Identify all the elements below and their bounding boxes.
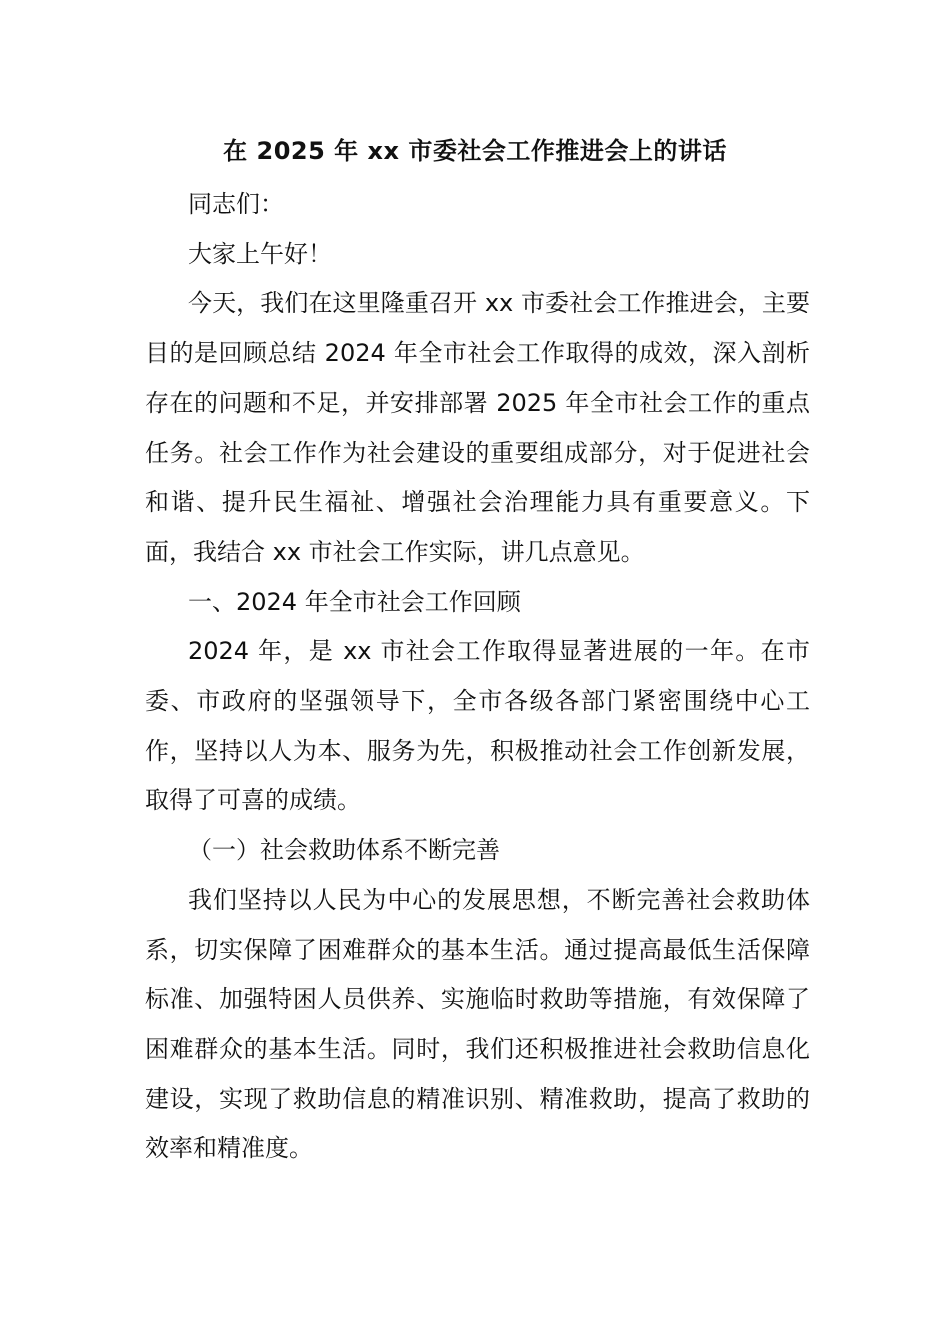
social-assistance-paragraph: 我们坚持以人民为中心的发展思想，不断完善社会救助体系，切实保障了困难群众的基本生活。通过提高最低生活保障标准、加强特困人员供养、实施临时救助等措施，有效保障了困难群众的基本生活。同时，我们还积极推进社会救助信息化建设，实现了救助信息的精准识别、精准救助，提高了救助的效率和精准度。 bbox=[145, 885, 810, 1163]
salutation: 同志们： bbox=[188, 190, 284, 218]
review-paragraph: 2024 年，是 xx 市社会工作取得显著进展的一年。在市委、市政府的坚强领导下，全市各级各部门紧密围绕中心工作，坚持以人为本、服务为先，积极推动社会工作创新发展，取得了可喜的成绩。 bbox=[145, 637, 810, 815]
section-heading-1: 一、2024 年全市社会工作回顾 bbox=[188, 587, 521, 616]
intro-paragraph: 今天，我们在这里隆重召开 xx 市委社会工作推进会，主要目的是回顾总结 2024 年全市社会工作取得的成效，深入剖析存在的问题和不足，并安排部署 2025 年全市社会工作的重点任务。社会工作作为社会建设的重要组成部分，对于促进社会和谐、提升民生福祉、增强社会治理能力具有重要意义。下面，我结合 xx 市社会工作实际，讲几点意见。 bbox=[145, 289, 810, 566]
subsection-heading-1: （一）社会救助体系不断完善 bbox=[188, 836, 500, 865]
greeting: 大家上午好！ bbox=[188, 239, 332, 268]
document-title: 在 2025 年 xx 市委社会工作推进会上的讲话 bbox=[223, 137, 727, 165]
document-body bbox=[145, 180, 810, 1174]
